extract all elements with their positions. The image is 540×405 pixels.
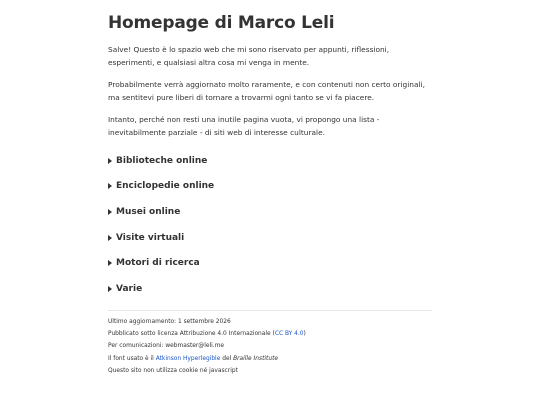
cookie-notice: Questo sito non utilizza cookie né javascript [108,367,238,374]
section-label: Motori di ricerca [116,258,200,269]
intro-paragraph-1: Salve! Questo è lo spazio web che mi sono riservato per appunti, riflessioni, esperimenti, e qualsiasi altra cosa mi venga in mente. [108,45,390,67]
disclosure-triangle-icon [108,158,112,164]
disclosure-triangle-icon [108,286,112,292]
section-musei[interactable] [108,199,432,225]
intro-paragraph-3: Intanto, perché non resti una inutile pagina vuota, vi propongo una lista - inevitabilmente parziale - di siti web di interesse culturale. [108,115,380,137]
page-title: Homepage di Marco Leli [108,13,335,33]
disclosure-triangle-icon [108,183,112,189]
font-org: Braille Institute [233,355,279,362]
section-label: Visite virtuali [116,232,185,243]
license-link[interactable]: CC BY 4.0 [274,331,304,338]
section-varie[interactable] [108,276,432,302]
footer-divider [108,310,432,311]
contact-line: Per comunicazioni: webmaster@leli.me [108,343,224,350]
section-biblioteche[interactable] [108,148,432,174]
section-motori-di-ricerca[interactable] [108,250,432,276]
intro-paragraph-2: Probabilmente verrà aggiornato molto raramente, e con contenuti non certo originali, ma sentitevi pure liberi di tornare a trovarmi ogni tanto se vi fa piacere. [108,80,425,102]
section-label: Musei online [116,206,181,217]
footer [108,316,432,377]
disclosure-triangle-icon [108,209,112,215]
sections-list [108,148,432,302]
font-mid: del [220,355,234,362]
license-suffix: ) [303,331,306,338]
license-line [108,328,432,340]
font-prefix: Il font usato è il [108,355,156,362]
font-line [108,353,432,365]
font-link[interactable]: Atkinson Hyperlegible [155,355,221,362]
disclosure-triangle-icon [108,235,112,241]
section-label: Enciclopedie online [116,181,215,192]
license-prefix: Pubblicato sotto licenza Attribuzione 4.0 Internazionale ( [108,331,275,338]
section-label: Biblioteche online [116,155,208,166]
section-label: Varie [116,283,143,294]
last-updated: Ultimo aggiornamento: 1 settembre 2026 [108,319,231,325]
section-visite-virtuali[interactable] [108,225,432,251]
disclosure-triangle-icon [108,260,112,266]
intro-text [108,43,434,148]
section-enciclopedie[interactable] [108,174,432,200]
